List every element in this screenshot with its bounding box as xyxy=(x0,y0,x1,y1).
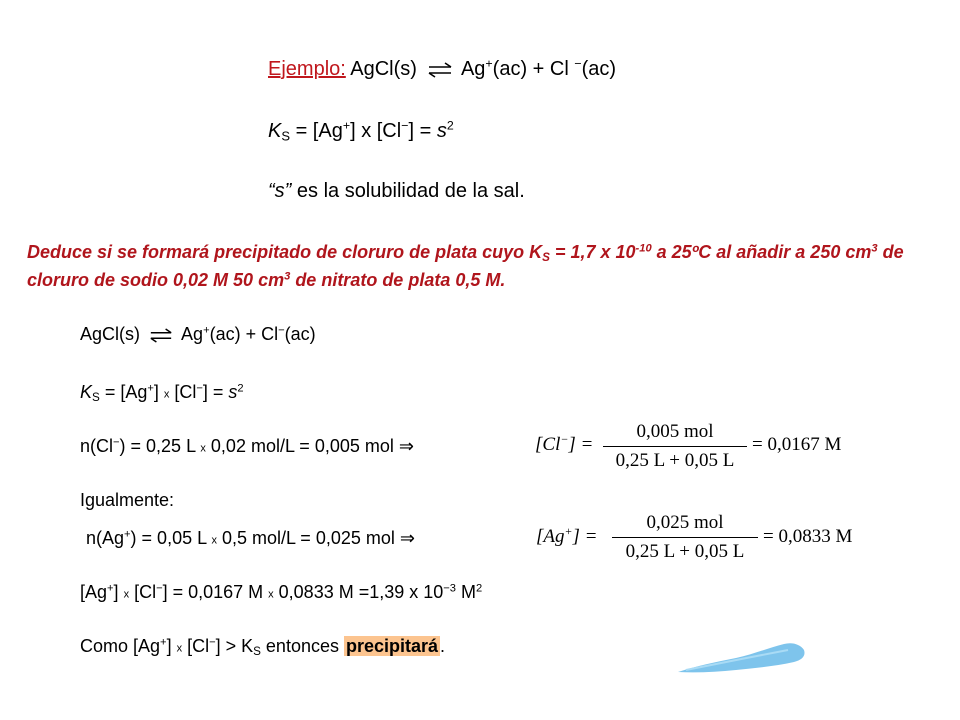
moles-chloride: n(Cl−) = 0,25 L x 0,02 mol/L = 0,005 mol ⇒ xyxy=(80,436,414,457)
implies-icon: ⇒ xyxy=(399,528,415,549)
silver-concentration-result: = 0,0833 M xyxy=(763,526,853,547)
example-label: Ejemplo: xyxy=(268,58,346,80)
igualmente-label: Igualmente: xyxy=(80,490,175,510)
chloride-concentration-label: [Cl−] = xyxy=(535,432,594,455)
example-equation: Ejemplo: AgCl(s) Ag+(ac) + Cl −(ac) xyxy=(268,56,617,80)
chloride-concentration-result: = 0,0167 M xyxy=(752,434,842,455)
decorative-brush-stroke xyxy=(676,640,808,674)
equilibrium-arrows-icon xyxy=(427,62,453,78)
silver-fraction: 0,025 mol 0,25 L + 0,05 L xyxy=(612,512,758,563)
ionic-product: [Ag+] x [Cl−] = 0,0167 M x 0,0833 M =1,39 x $10^{-3}$ $M^2$ xyxy=(80,582,483,602)
ks-definition: $K_S = [Ag^+]$ x $[Cl^-] = s^2$ xyxy=(268,118,454,144)
problem-statement: Deduce si se formará precipitado de cloruro de plata cuyo $K_S = 1,7$ x $10^{-10}$ a 25ºC al añadir a 250 $cm^3$ de cloruro de sodio 0,02 M 50 $cm^3$ de nitrato de plata 0,5 M. xyxy=(27,242,904,290)
moles-silver: n(Ag+) = 0,05 L x 0,5 mol/L = 0,025 mol ⇒ xyxy=(86,528,415,549)
solution-ks: $K_S = [Ag^+]$ x $[Cl^-] = s^2$ xyxy=(80,382,244,404)
implies-icon: ⇒ xyxy=(398,436,414,457)
precipitara-highlight: precipitará xyxy=(345,636,439,656)
silver-concentration-label: [Ag+] = xyxy=(536,524,598,547)
solubility-note: “s” es la solubilidad de la sal. xyxy=(268,180,525,202)
equilibrium-arrows-icon xyxy=(149,328,173,343)
solution-equation: AgCl(s) Ag+(ac) + Cl−(ac) xyxy=(80,324,316,344)
conclusion: Como [Ag+] x $[Cl^-] > K_S$ entonces precipitará . xyxy=(80,636,446,658)
chloride-fraction: 0,005 mol 0,25 L + 0,05 L xyxy=(603,421,747,472)
